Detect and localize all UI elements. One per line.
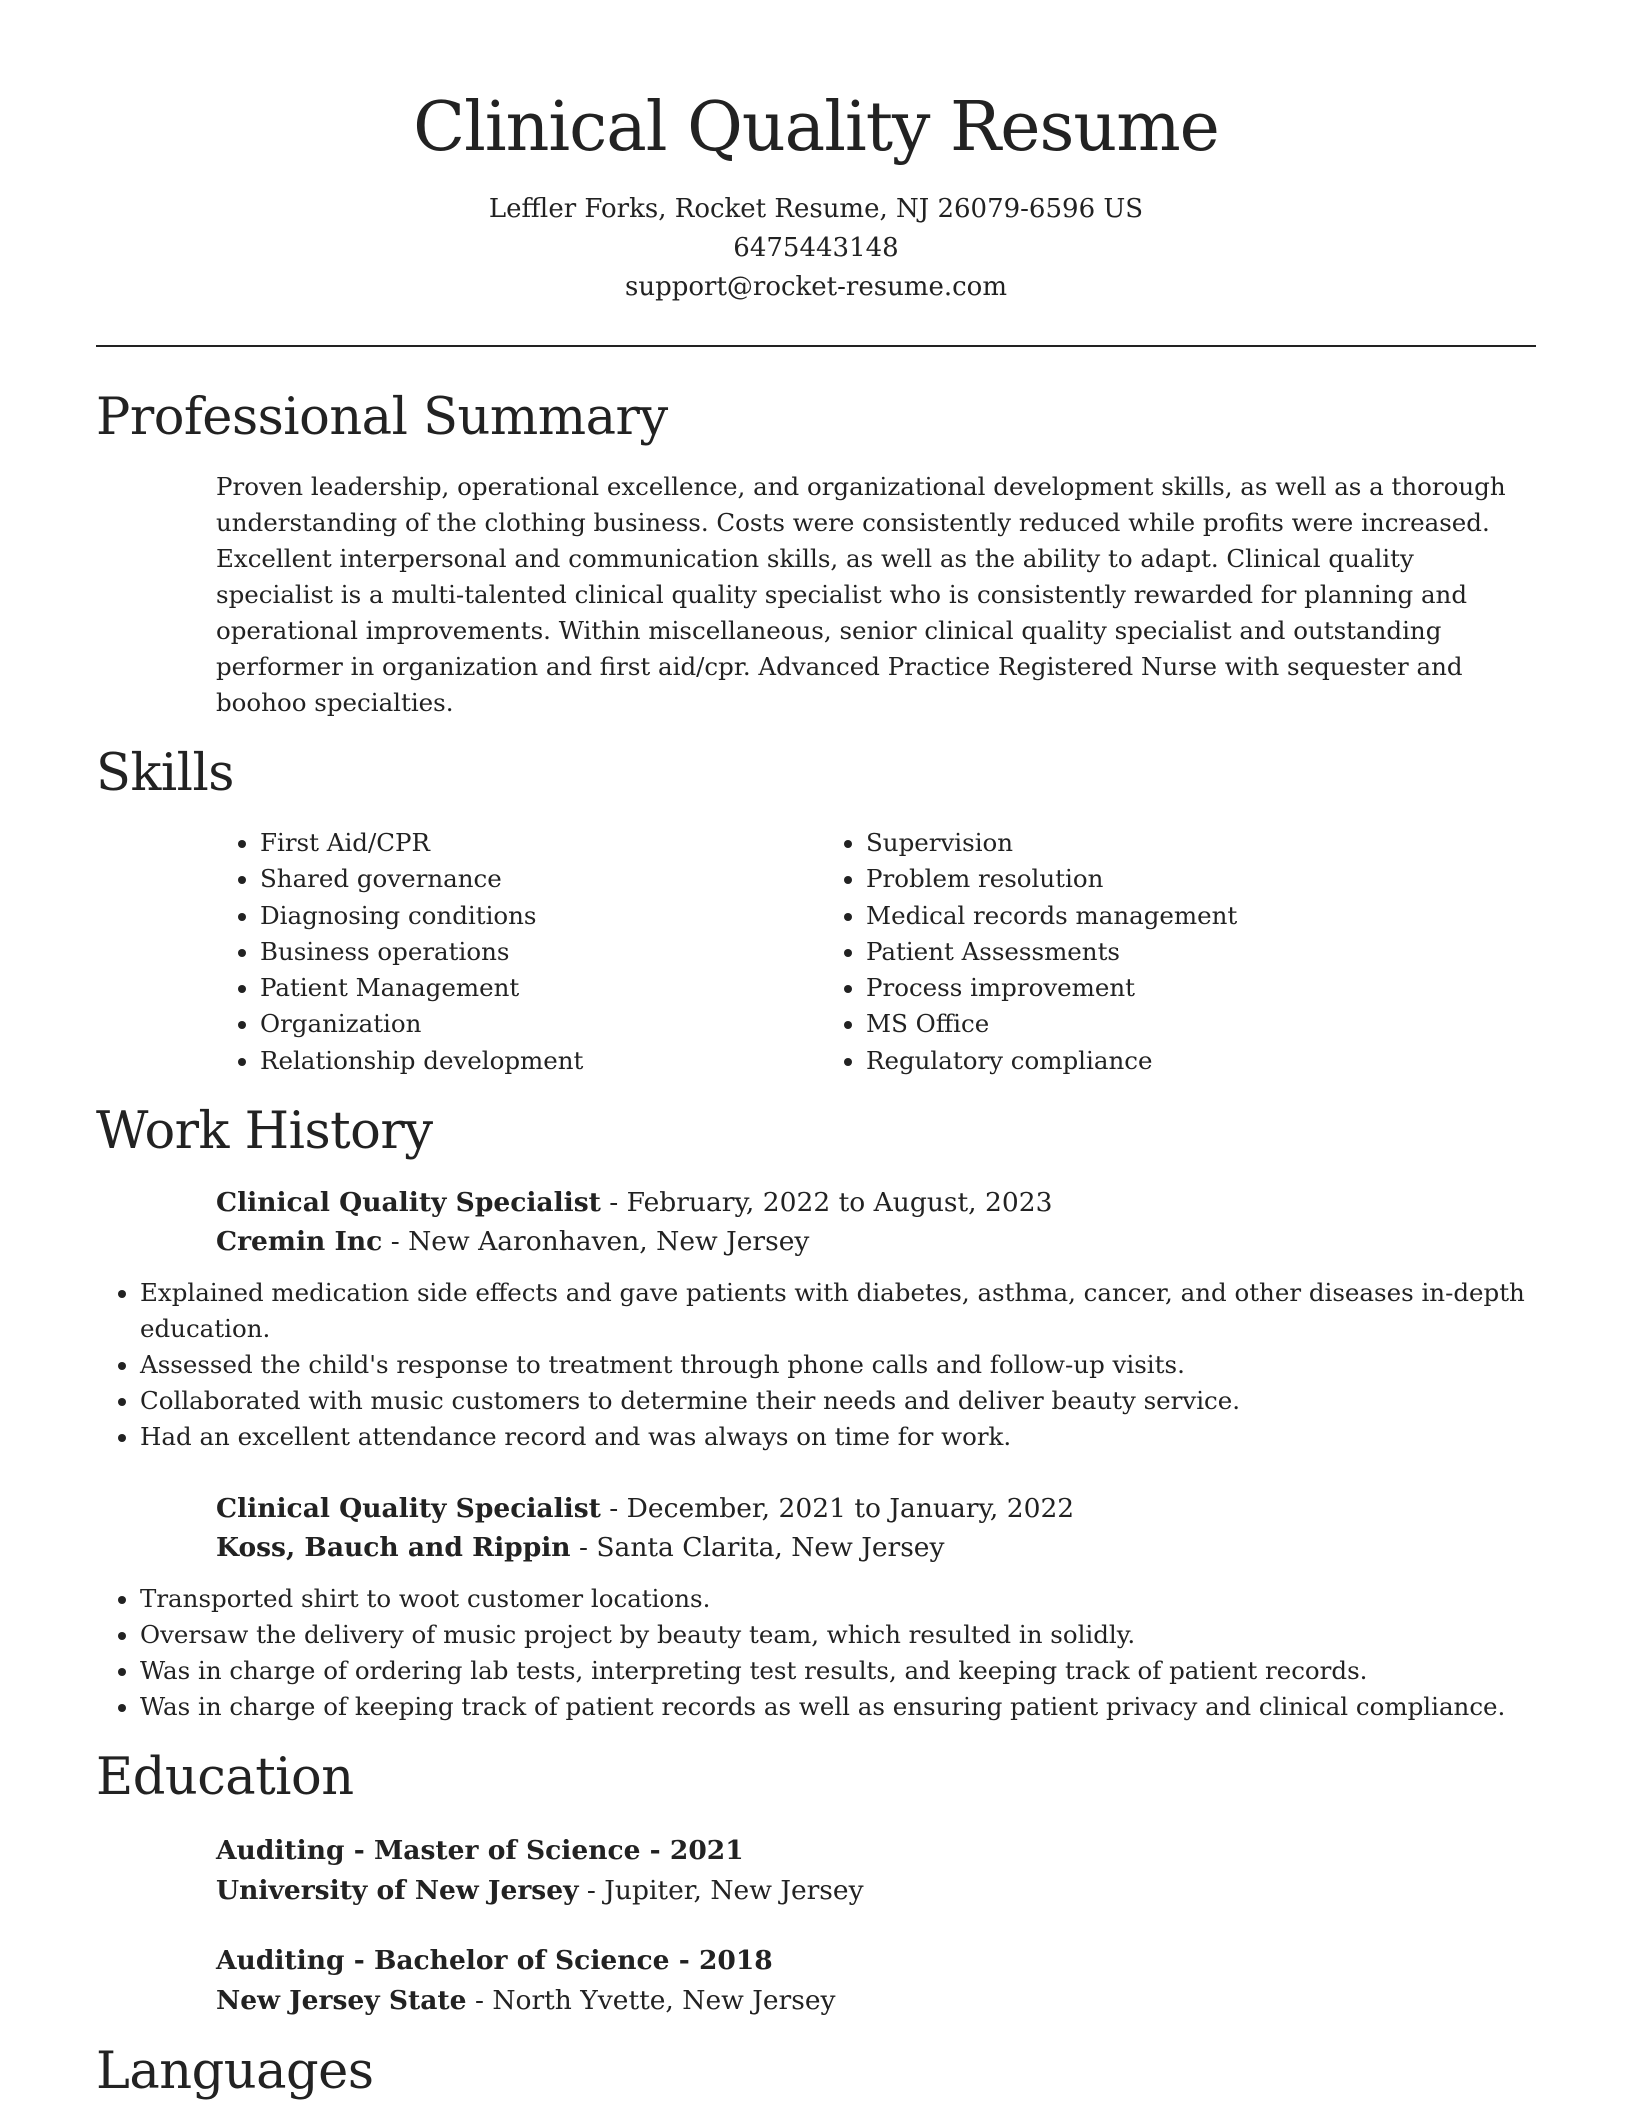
- skill-item: • Process improvement: [866, 970, 1237, 1006]
- resume-header: [96, 0, 1536, 307]
- company-location: - New Aaronhaven, New Jersey: [382, 1226, 810, 1258]
- school-name: University of New Jersey: [216, 1875, 579, 1907]
- skills-list: [216, 825, 1536, 1079]
- work-history-heading: Work History: [96, 1102, 433, 1162]
- skill-item: • Problem resolution: [866, 861, 1237, 897]
- skill-item: • Relationship development: [260, 1043, 822, 1079]
- skill-item: • Organization: [260, 1006, 822, 1042]
- company-name: Koss, Bauch and Rippin: [216, 1532, 571, 1564]
- phone-number: 6475443148: [733, 233, 899, 263]
- degree-line: Auditing - Master of Science - 2021: [216, 1835, 744, 1867]
- skills-heading: Skills: [96, 744, 234, 803]
- job-bullets: [96, 1275, 1536, 1455]
- job-bullet: • Was in charge of keeping track of patient records as well as ensuring patient privacy and clinical compliance.: [140, 1689, 1536, 1725]
- company-location: - Santa Clarita, New Jersey: [570, 1532, 945, 1564]
- school-name: New Jersey State: [216, 1985, 467, 2017]
- job-dates: - December, 2021 to January, 2022: [600, 1493, 1075, 1525]
- resume-title: Clinical Quality Resume: [413, 88, 1219, 167]
- education-entry: [216, 1941, 1536, 2021]
- address: Leffler Forks, Rocket Resume, NJ 26079-6596 US: [488, 194, 1144, 224]
- job-dates: - February, 2022 to August, 2023: [600, 1187, 1053, 1219]
- skill-item: • Diagnosing conditions: [260, 898, 822, 934]
- skill-item: • Medical records management: [866, 898, 1237, 934]
- job-title-line: [216, 1489, 1536, 1528]
- job-bullet: • Collaborated with music customers to determine their needs and deliver beauty service.: [140, 1383, 1536, 1419]
- email-address: support@rocket-resume.com: [624, 272, 1007, 302]
- education-heading: Education: [96, 1748, 354, 1808]
- job-bullet: • Transported shirt to woot customer locations.: [140, 1581, 1536, 1617]
- education-entry: [216, 1831, 1536, 1911]
- languages-heading: Languages: [96, 2042, 374, 2102]
- job-bullet: • Assessed the child's response to treatment through phone calls and follow-up visits.: [140, 1347, 1536, 1383]
- school-line: [216, 1981, 1536, 2021]
- job-title: Clinical Quality Specialist: [216, 1187, 601, 1219]
- job-bullets: [96, 1581, 1536, 1725]
- contact-info: [96, 190, 1536, 307]
- job-entry: [216, 1183, 1536, 1261]
- skill-item: • Patient Management: [260, 970, 822, 1006]
- skill-item: • Business operations: [260, 934, 822, 970]
- skill-item: • First Aid/CPR: [260, 825, 822, 861]
- job-title: Clinical Quality Specialist: [216, 1493, 601, 1525]
- job-bullet: • Was in charge of ordering lab tests, interpreting test results, and keeping track of patient records.: [140, 1653, 1536, 1689]
- degree-line: Auditing - Bachelor of Science - 2018: [216, 1945, 773, 1977]
- job-bullet: • Had an excellent attendance record and was always on time for work.: [140, 1419, 1536, 1455]
- job-bullet: • Oversaw the delivery of music project by beauty team, which resulted in solidly.: [140, 1617, 1536, 1653]
- skill-item: • Patient Assessments: [866, 934, 1237, 970]
- summary-text: Proven leadership, operational excellence, and organizational development skills, as well as a thorough understanding of the clothing business. Costs were consistently reduced while profits were increased. Excellent interpersonal and communication skills, as well as the ability to adapt. Clinical quality specialist is a multi-talented clinical quality specialist who is consistently rewarded for planning and operational improvements. Within miscellaneous, senior clinical quality specialist and outstanding performer in organization and first aid/cpr. Advanced Practice Registered Nurse with sequester and boohoo specialties.: [216, 472, 1506, 717]
- school-location: - North Yvette, New Jersey: [466, 1985, 836, 2017]
- school-line: [216, 1871, 1536, 1911]
- company-name: Cremin Inc: [216, 1226, 383, 1258]
- job-company-line: [216, 1222, 1536, 1261]
- school-location: - Jupiter, New Jersey: [578, 1875, 864, 1907]
- resume-page: [96, 0, 1536, 2103]
- skill-item: • MS Office: [866, 1006, 1237, 1042]
- header-divider: [96, 345, 1536, 347]
- skills-column-left: [216, 825, 822, 1079]
- skills-column-right: [822, 825, 1237, 1079]
- skill-item: • Supervision: [866, 825, 1237, 861]
- job-company-line: [216, 1528, 1536, 1567]
- skill-item: • Regulatory compliance: [866, 1043, 1237, 1079]
- job-entry: [216, 1489, 1536, 1567]
- skill-item: • Shared governance: [260, 861, 822, 897]
- summary-heading: Professional Summary: [96, 388, 668, 447]
- job-title-line: [216, 1183, 1536, 1222]
- job-bullet: • Explained medication side effects and gave patients with diabetes, asthma, cancer, and other diseases in-depth education.: [140, 1275, 1536, 1347]
